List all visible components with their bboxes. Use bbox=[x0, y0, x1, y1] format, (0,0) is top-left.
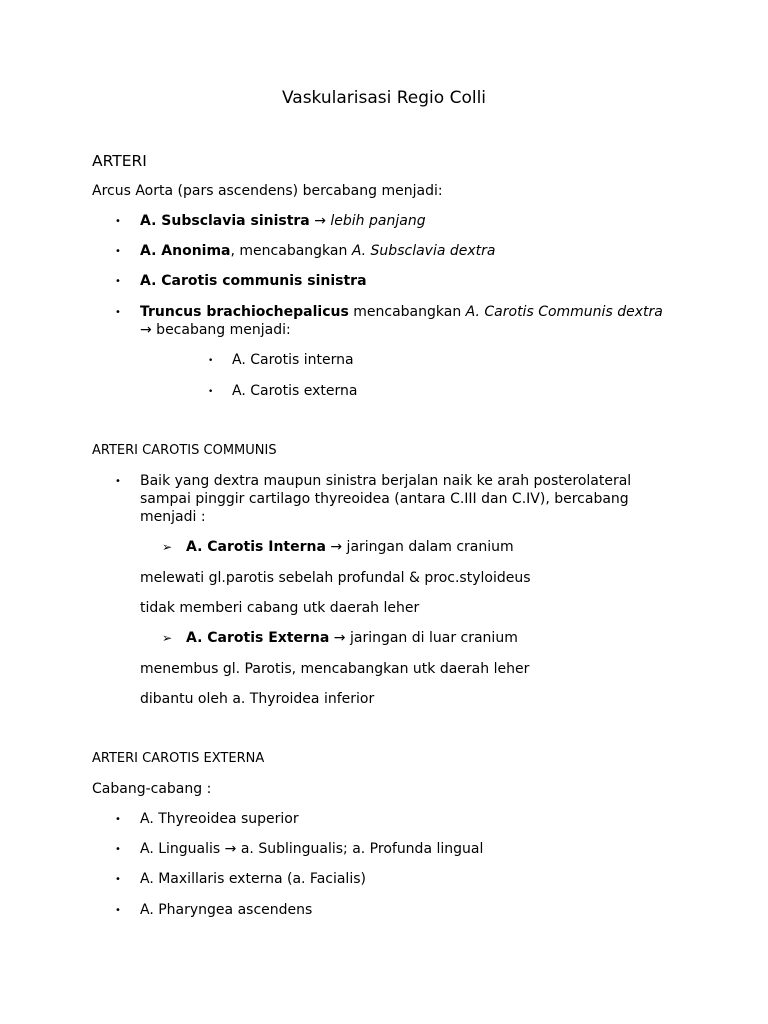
page-title: Vaskularisasi Regio Colli bbox=[281, 88, 487, 108]
note-line: menembus gl. Parotis, mencabangkan utk daerah leher bbox=[140, 661, 530, 677]
bullet-icon: • bbox=[115, 814, 121, 825]
branch-desc: → jaringan dalam cranium bbox=[325, 539, 514, 555]
branch-item-interna bbox=[186, 538, 514, 556]
item-bold: A. Anonima bbox=[140, 243, 231, 259]
list-item: A. Lingualis → a. Sublingualis; a. Profunda lingual bbox=[140, 841, 484, 857]
item-italic: lebih panjang bbox=[330, 213, 426, 229]
list-item: A. Maxillaris externa (a. Facialis) bbox=[140, 871, 366, 887]
list-item bbox=[140, 242, 495, 260]
paragraph-line: Baik yang dextra maupun sinistra berjalan naik ke arah posterolateral bbox=[140, 473, 632, 489]
bullet-icon: • bbox=[115, 307, 121, 318]
arrow-bullet-icon: ➢ bbox=[162, 540, 173, 554]
bullet-icon: • bbox=[208, 356, 214, 366]
bullet-icon: • bbox=[115, 246, 121, 257]
branch-name: A. Carotis Externa bbox=[186, 630, 330, 646]
arteri-intro: Arcus Aorta (pars ascendens) bercabang menjadi: bbox=[92, 183, 443, 199]
section-heading-communis: ARTERI CAROTIS COMMUNIS bbox=[92, 443, 277, 458]
note-line: tidak memberi cabang utk daerah leher bbox=[140, 600, 420, 616]
sub-list-item: A. Carotis interna bbox=[232, 352, 354, 368]
bullet-icon: • bbox=[115, 905, 121, 916]
section-heading-arteri: ARTERI bbox=[92, 152, 147, 170]
list-item: A. Pharyngea ascendens bbox=[140, 902, 313, 918]
section-heading-externa: ARTERI CAROTIS EXTERNA bbox=[92, 751, 265, 766]
list-item bbox=[140, 272, 367, 290]
bullet-icon: • bbox=[208, 387, 214, 397]
bullet-icon: • bbox=[115, 476, 121, 487]
paragraph-line: sampai pinggir cartilago thyreoidea (antara C.III dan C.IV), bercabang bbox=[140, 491, 629, 507]
item-italic: A. Subsclavia dextra bbox=[351, 243, 496, 259]
arrow-bullet-icon: ➢ bbox=[162, 631, 173, 645]
item-text: mencabangkan bbox=[348, 304, 466, 320]
paragraph-line: menjadi : bbox=[140, 509, 206, 525]
list-item: A. Thyreoidea superior bbox=[140, 811, 299, 827]
note-line: dibantu oleh a. Thyroidea inferior bbox=[140, 691, 375, 707]
bullet-icon: • bbox=[115, 216, 121, 227]
note-line: melewati gl.parotis sebelah profundal & proc.styloideus bbox=[140, 570, 531, 586]
sub-list-item: A. Carotis externa bbox=[232, 383, 358, 399]
item-italic: A. Carotis Communis dextra bbox=[465, 304, 663, 320]
item-text: → bbox=[309, 213, 331, 229]
branch-desc: → jaringan di luar cranium bbox=[329, 630, 518, 646]
item-text: , mencabangkan bbox=[230, 243, 352, 259]
list-item bbox=[140, 212, 426, 230]
bullet-icon: • bbox=[115, 276, 121, 287]
list-item-continuation: → becabang menjadi: bbox=[140, 322, 291, 338]
item-bold: A. Carotis communis sinistra bbox=[140, 273, 367, 289]
branch-name: A. Carotis Interna bbox=[186, 539, 326, 555]
branch-item-externa bbox=[186, 629, 518, 647]
bullet-icon: • bbox=[115, 874, 121, 885]
externa-intro: Cabang-cabang : bbox=[92, 781, 212, 797]
list-item bbox=[140, 303, 663, 321]
item-bold: A. Subsclavia sinistra bbox=[140, 213, 310, 229]
bullet-icon: • bbox=[115, 844, 121, 855]
item-bold: Truncus brachiochepalicus bbox=[140, 304, 349, 320]
